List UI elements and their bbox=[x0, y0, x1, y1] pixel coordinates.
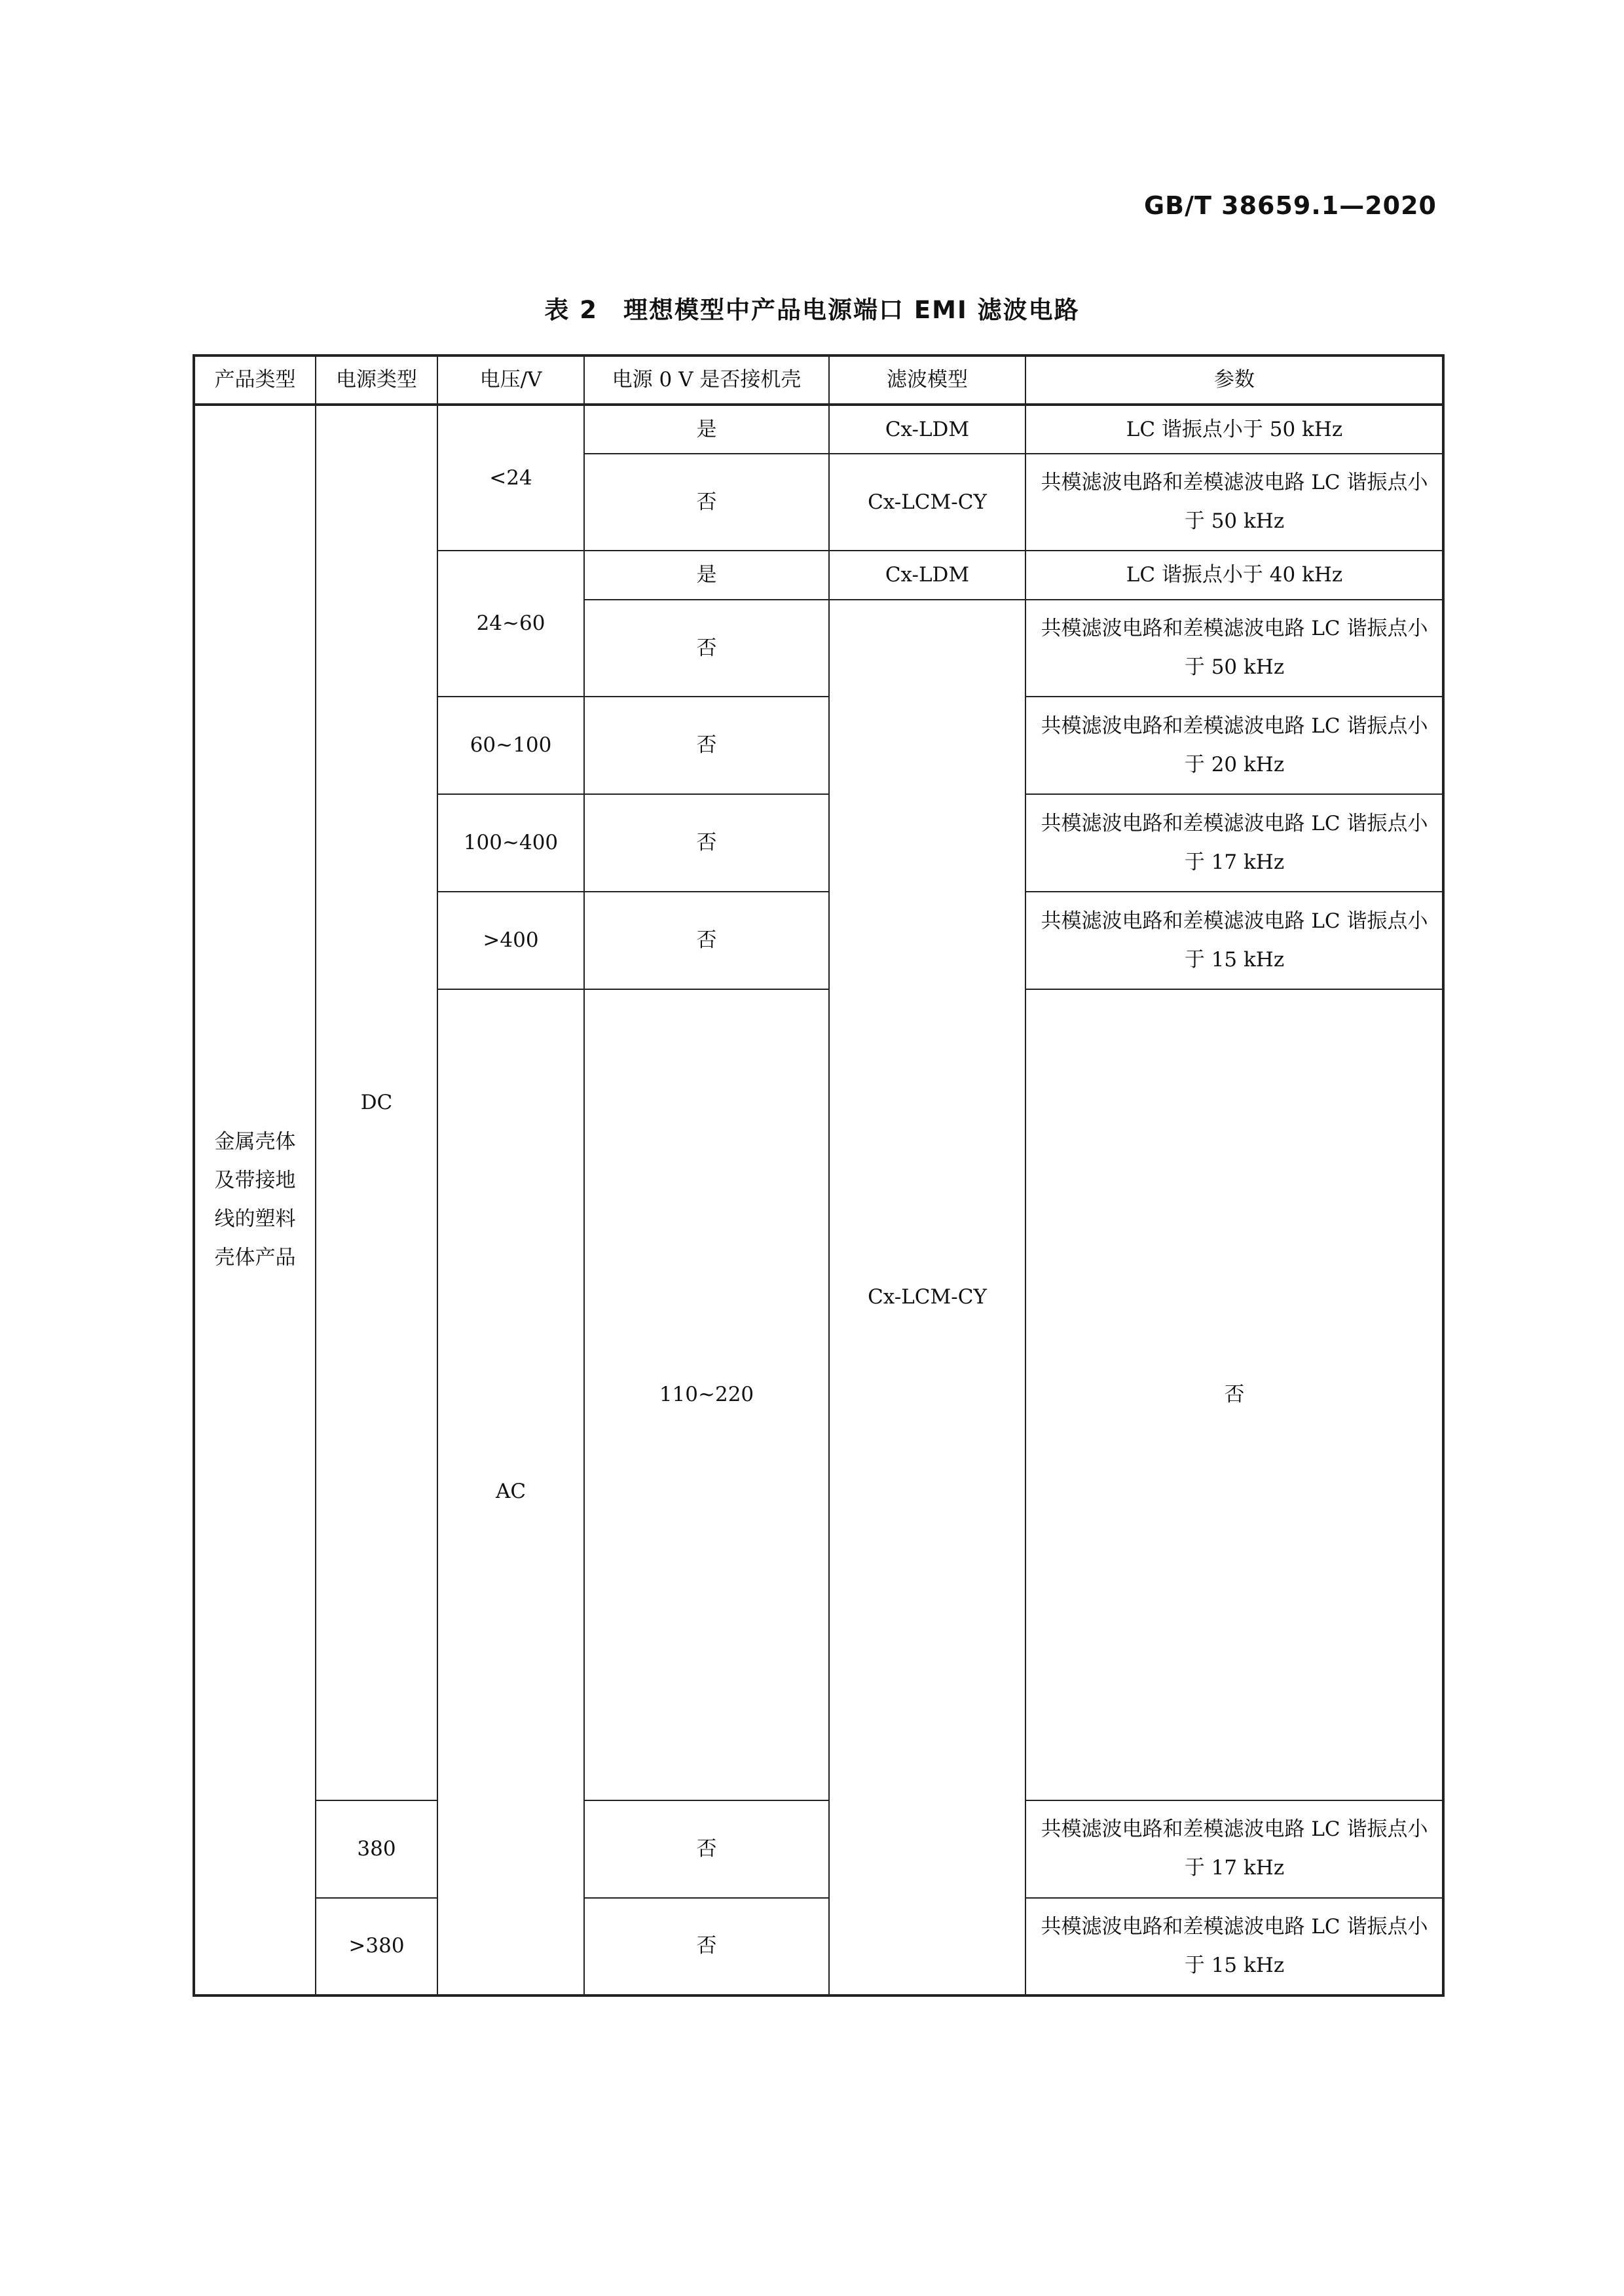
col-header-model: 滤波模型 bbox=[829, 355, 1025, 405]
model-cell: Cx-LDM bbox=[829, 405, 1025, 454]
voltage-cell: 100~400 bbox=[437, 794, 584, 892]
grounded-cell: 否 bbox=[584, 600, 829, 697]
param-cell: 共模滤波电路和差模滤波电路 LC 谐振点小于 15 kHz bbox=[1025, 1898, 1443, 1995]
grounded-cell: 否 bbox=[584, 454, 829, 551]
model-cell: Cx-LCM-CY bbox=[829, 454, 1025, 551]
param-cell: 共模滤波电路和差模滤波电路 LC 谐振点小于 15 kHz bbox=[1025, 892, 1443, 989]
model-cell: Cx-LCM-CY bbox=[829, 600, 1025, 1995]
param-cell: 共模滤波电路和差模滤波电路 LC 谐振点小于 50 kHz bbox=[1025, 600, 1443, 697]
product-line: 壳体产品 bbox=[214, 1245, 296, 1269]
grounded-cell: 否 bbox=[584, 697, 829, 794]
grounded-cell: 是 bbox=[584, 551, 829, 600]
table-row bbox=[194, 405, 1443, 454]
power-type-cell: AC bbox=[437, 989, 584, 1995]
voltage-cell: 380 bbox=[316, 1800, 437, 1898]
voltage-cell: 60~100 bbox=[437, 697, 584, 794]
param-cell: 共模滤波电路和差模滤波电路 LC 谐振点小于 50 kHz bbox=[1025, 454, 1443, 551]
grounded-cell: 否 bbox=[1025, 989, 1443, 1800]
param-cell: LC 谐振点小于 50 kHz bbox=[1025, 405, 1443, 454]
grounded-cell: 否 bbox=[584, 1898, 829, 1995]
product-line: 金属壳体 bbox=[214, 1130, 296, 1154]
table-row bbox=[194, 1800, 1443, 1898]
col-header-product: 产品类型 bbox=[194, 355, 316, 405]
voltage-cell: >400 bbox=[437, 892, 584, 989]
voltage-cell: 24~60 bbox=[437, 551, 584, 697]
param-cell: 共模滤波电路和差模滤波电路 LC 谐振点小于 17 kHz bbox=[1025, 1800, 1443, 1898]
voltage-cell: 110~220 bbox=[584, 989, 829, 1800]
product-line: 及带接地 bbox=[214, 1168, 296, 1192]
product-type-cell bbox=[194, 405, 316, 1995]
grounded-cell: 否 bbox=[584, 1800, 829, 1898]
grounded-cell: 否 bbox=[584, 892, 829, 989]
col-header-power: 电源类型 bbox=[316, 355, 437, 405]
param-cell: LC 谐振点小于 40 kHz bbox=[1025, 551, 1443, 600]
table-row bbox=[194, 1898, 1443, 1995]
emi-filter-table bbox=[193, 354, 1445, 1997]
grounded-cell: 否 bbox=[584, 794, 829, 892]
col-header-params: 参数 bbox=[1025, 355, 1443, 405]
grounded-cell: 是 bbox=[584, 405, 829, 454]
model-cell: Cx-LDM bbox=[829, 551, 1025, 600]
product-line: 线的塑料 bbox=[214, 1207, 296, 1231]
col-header-grounded: 电源 0 V 是否接机壳 bbox=[584, 355, 829, 405]
param-cell: 共模滤波电路和差模滤波电路 LC 谐振点小于 17 kHz bbox=[1025, 794, 1443, 892]
power-type-cell: DC bbox=[316, 405, 437, 1800]
param-cell: 共模滤波电路和差模滤波电路 LC 谐振点小于 20 kHz bbox=[1025, 697, 1443, 794]
table-caption: 表 2 理想模型中产品电源端口 EMI 滤波电路 bbox=[544, 296, 1080, 324]
standard-number: GB/T 38659.1—2020 bbox=[1143, 191, 1437, 220]
voltage-cell: <24 bbox=[437, 405, 584, 551]
col-header-voltage: 电压/V bbox=[437, 355, 584, 405]
voltage-cell: >380 bbox=[316, 1898, 437, 1995]
